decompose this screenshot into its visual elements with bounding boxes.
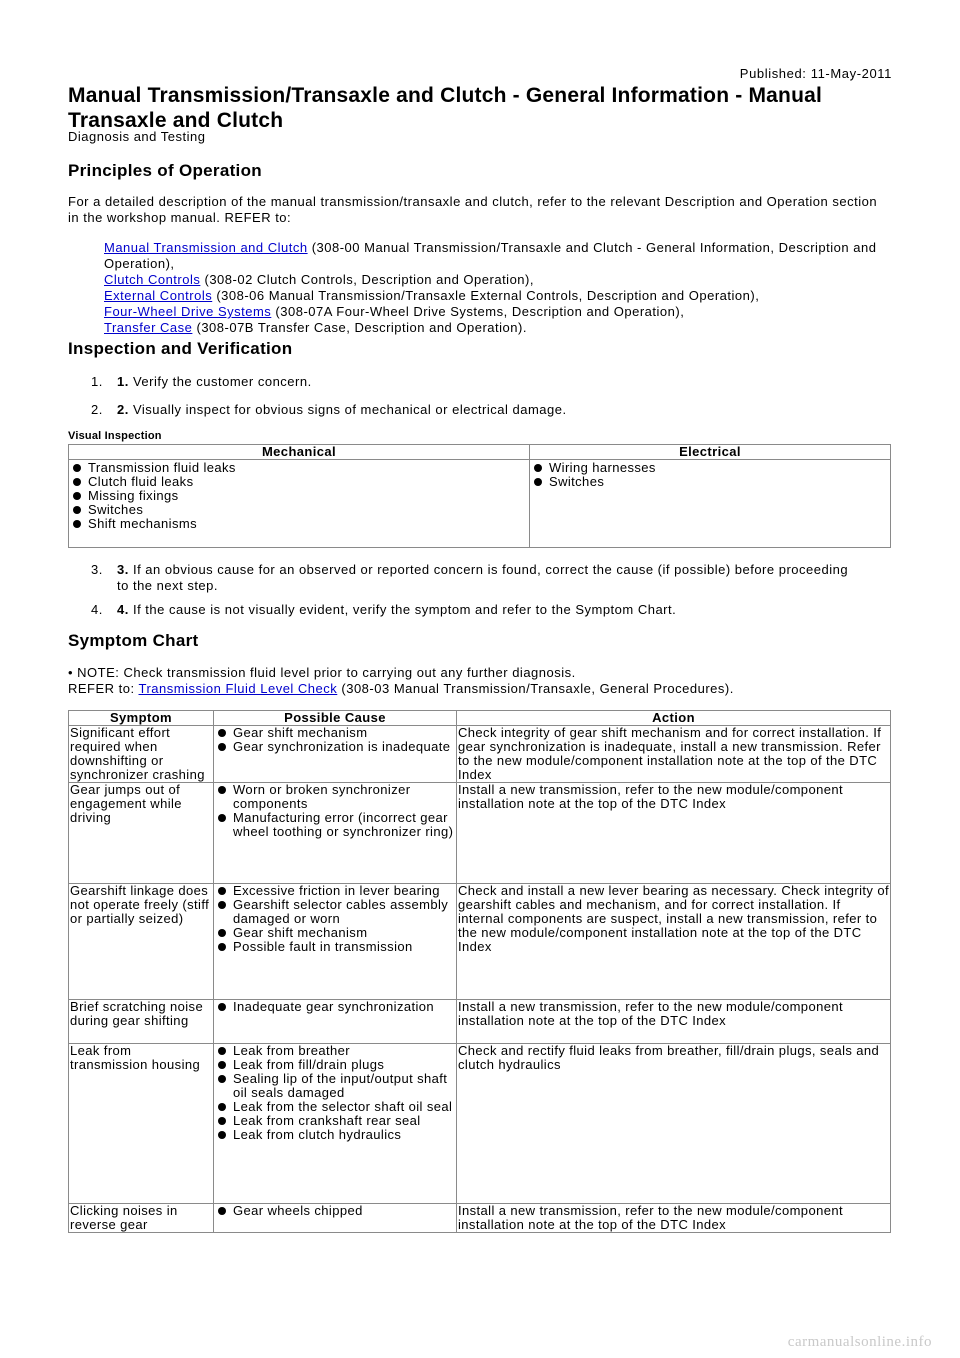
reference-item: [104, 320, 884, 336]
symptom-cell: Significant effort required when downshifting or synchronizer crashing: [69, 726, 214, 783]
symptom-cell: Brief scratching noise during gear shifting: [69, 1000, 214, 1044]
visual-inspection-table: [68, 444, 891, 548]
reference-link[interactable]: External Controls: [104, 288, 213, 303]
refer-line: REFER to: Transmission Fluid Level Check (308-03 Manual Transmission/Transaxle, General Procedures).: [68, 681, 734, 696]
principles-heading: Principles of Operation: [68, 161, 262, 180]
list-item: Gear shift mechanism: [233, 726, 455, 740]
watermark: carmanualsonline.info: [787, 1334, 932, 1350]
action-cell: Check and rectify fluid leaks from breather, fill/drain plugs, seals and clutch hydraulics: [457, 1044, 891, 1204]
step-number: 4.: [91, 602, 103, 617]
list-item: Leak from the selector shaft oil seal: [233, 1100, 455, 1114]
reference-text: (308-07A Four-Wheel Drive Systems, Description and Operation),: [271, 304, 685, 319]
reference-item: [104, 240, 884, 272]
list-item: Shift mechanisms: [88, 517, 528, 531]
list-item: Switches: [88, 503, 528, 517]
list-item: Gear shift mechanism: [233, 926, 455, 940]
list-item: Transmission fluid leaks: [88, 461, 528, 475]
list-item: Gearshift selector cables assembly damaged or worn: [233, 898, 455, 926]
list-item: Leak from breather: [233, 1044, 455, 1058]
list-item: Leak from crankshaft rear seal: [233, 1114, 455, 1128]
list-item: Worn or broken synchronizer components: [233, 783, 455, 811]
action-cell: Check and install a new lever bearing as necessary. Check integrity of gearshift cables and mechanism, and for correct installation. If internal components are suspect, install a new transmission, refer to the new module/component installation note at the top of the DTC Index: [457, 884, 891, 1000]
mechanical-cell: [69, 460, 530, 548]
list-item: Gear synchronization is inadequate: [233, 740, 455, 754]
inspection-heading: Inspection and Verification: [68, 339, 293, 358]
list-item: Possible fault in transmission: [233, 940, 455, 954]
list-item: Excessive friction in lever bearing: [233, 884, 455, 898]
step-text: 4. If the cause is not visually evident, verify the symptom and refer to the Symptom Chart.: [117, 602, 677, 617]
step-text: 1. Verify the customer concern.: [117, 374, 312, 389]
action-cell: Install a new transmission, refer to the new module/component installation note at the top of the DTC Index: [457, 1000, 891, 1044]
reference-text: (308-02 Clutch Controls, Description and Operation),: [200, 272, 534, 287]
symptom-cell: Leak from transmission housing: [69, 1044, 214, 1204]
list-item: Manufacturing error (incorrect gear wheel toothing or synchronizer ring): [233, 810, 454, 839]
step-number: 1.: [91, 374, 103, 389]
action-cell: Install a new transmission, refer to the new module/component installation note at the top of the DTC Index: [457, 783, 891, 884]
column-header-symptom: Symptom: [69, 711, 214, 726]
reference-link[interactable]: Transfer Case: [104, 320, 193, 335]
page-title: Manual Transmission/Transaxle and Clutch - General Information - Manual Transaxle and Clutch: [68, 84, 823, 132]
reference-item: [104, 272, 884, 288]
step-text: 3. If an obvious cause for an observed or reported concern is found, correct the cause (if possible) before proceeding to the next step.: [117, 562, 849, 593]
principles-text: For a detailed description of the manual transmission/transaxle and clutch, refer to the relevant Description and Operation section in the workshop manual. REFER to:: [68, 194, 878, 225]
cause-cell: [214, 1000, 457, 1044]
symptom-cell: Gearshift linkage does not operate freely (stiff or partially seized): [69, 884, 214, 1000]
symptom-cell: Gear jumps out of engagement while driving: [69, 783, 214, 884]
table-row: [69, 726, 891, 783]
table-row: [69, 884, 891, 1000]
step-number: 3.: [91, 562, 103, 577]
list-item: Clutch fluid leaks: [88, 475, 528, 489]
list-item: Inadequate gear synchronization: [233, 1000, 455, 1014]
page-subtitle: Diagnosis and Testing: [68, 129, 206, 144]
cause-cell: [214, 1044, 457, 1204]
note-text: • NOTE: Check transmission fluid level prior to carrying out any further diagnosis.: [68, 665, 576, 680]
cause-cell: [214, 726, 457, 783]
reference-text: (308-07B Transfer Case, Description and Operation).: [192, 320, 527, 335]
cause-cell: [214, 1204, 457, 1233]
list-item: Missing fixings: [88, 489, 528, 503]
list-item: Gear wheels chipped: [233, 1204, 455, 1218]
cause-cell: [214, 884, 457, 1000]
visual-inspection-label: Visual Inspection: [68, 430, 162, 442]
symptom-heading: Symptom Chart: [68, 631, 199, 650]
step-text: 2. Visually inspect for obvious signs of mechanical or electrical damage.: [117, 402, 567, 417]
reference-text: (308-00 Manual Transmission/Transaxle and Clutch - General Information, Description and Operation),: [104, 240, 877, 271]
reference-item: [104, 304, 884, 320]
list-item: Sealing lip of the input/output shaft oil seals damaged: [233, 1072, 455, 1100]
reference-item: [104, 288, 884, 304]
list-item: Leak from fill/drain plugs: [233, 1058, 455, 1072]
column-header-electrical: Electrical: [530, 445, 891, 460]
column-header-action: Action: [457, 711, 891, 726]
reference-list: [104, 240, 884, 336]
reference-link[interactable]: Clutch Controls: [104, 272, 201, 287]
table-row: [69, 783, 891, 884]
reference-link[interactable]: Manual Transmission and Clutch: [104, 240, 308, 255]
step-number: 2.: [91, 402, 103, 417]
table-row: [69, 1044, 891, 1204]
list-item: Switches: [549, 475, 889, 489]
list-item: Leak from clutch hydraulics: [233, 1128, 455, 1142]
reference-text: (308-06 Manual Transmission/Transaxle External Controls, Description and Operation),: [212, 288, 760, 303]
cause-cell: [214, 783, 457, 884]
column-header-mechanical: Mechanical: [69, 445, 530, 460]
symptom-table: [68, 710, 891, 1233]
published-date: Published: 11-May-2011: [739, 66, 892, 81]
symptom-cell: Clicking noises in reverse gear: [69, 1204, 214, 1233]
action-cell: Install a new transmission, refer to the new module/component installation note at the top of the DTC Index: [457, 1204, 891, 1233]
table-row: [69, 1000, 891, 1044]
fluid-level-check-link[interactable]: Transmission Fluid Level Check: [138, 681, 338, 696]
list-item: Wiring harnesses: [549, 461, 889, 475]
electrical-cell: [530, 460, 891, 548]
reference-link[interactable]: Four-Wheel Drive Systems: [104, 304, 272, 319]
column-header-possible-cause: Possible Cause: [214, 711, 457, 726]
table-row: [69, 1204, 891, 1233]
action-cell: Check integrity of gear shift mechanism and for correct installation. If gear synchronization is inadequate, install a new transmission. Refer to the new module/component installation note at the top of the DTC Index: [457, 726, 891, 783]
